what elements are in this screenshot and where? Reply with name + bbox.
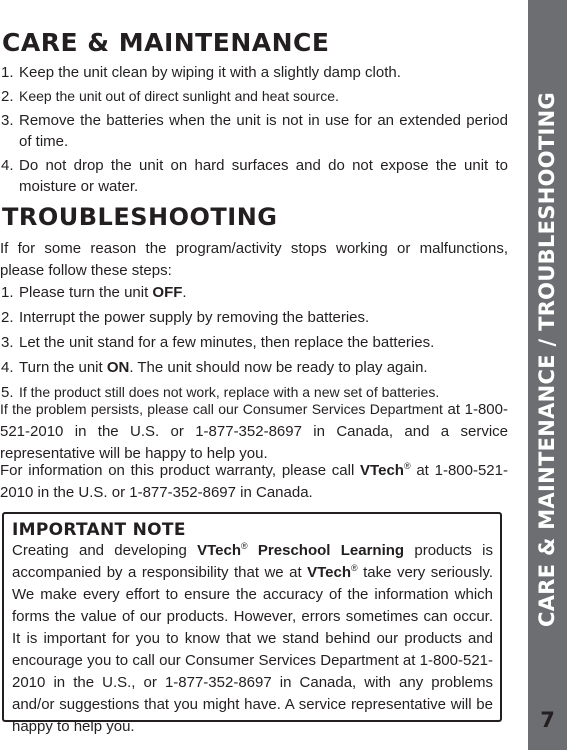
troubleshooting-steps [0, 282, 508, 407]
item-text: Keep the unit clean by wiping it with a slightly damp cloth. [19, 64, 401, 81]
troubleshooting-intro: If for some reason the program/activity stops working or malfunctions, please follow these steps: [0, 240, 508, 279]
item-text: Let the unit stand for a few minutes, then replace the batteries. [19, 334, 435, 351]
care-list [0, 62, 508, 200]
product-line-name: Preschool Learning [247, 542, 405, 559]
item-number: 4. [1, 359, 14, 376]
note-text-3: take very seriously. We make every effort to ensure the accuracy of the information which forms the value of our products. However, errors sometimes can occur. It is important for you to know that we stand behind our products and encourage you to call our Consumer Services Department at 1-800-521-2010 in the U.S., or 1-877-352-8697 in Canada, with any problems and/or suggestions that you might have. A service representative will be happy to help you. [12, 564, 493, 735]
list-item [0, 62, 508, 83]
item-text: Interrupt the power supply by removing the batteries. [19, 309, 370, 326]
item-number: 1. [1, 64, 14, 81]
page-number: 7 [540, 708, 555, 732]
note-text-2: products is accompanied by a responsibility that we at [12, 542, 493, 581]
list-item [0, 332, 508, 353]
item-number: 5. [1, 384, 14, 401]
important-note-text [12, 540, 493, 738]
care-heading: CARE & MAINTENANCE [2, 28, 330, 57]
list-item [0, 357, 508, 378]
item-number: 1. [1, 284, 14, 301]
item-number: 3. [1, 112, 14, 129]
note-text-1: Creating and developing [12, 542, 198, 559]
troubleshooting-heading: TROUBLESHOOTING [2, 203, 278, 231]
item-text: Keep the unit out of direct sunlight and heat source. [19, 88, 339, 104]
brand-name: VTech [307, 564, 352, 581]
step-text: Turn the unit [19, 359, 107, 376]
step-text-end: . [182, 284, 187, 301]
item-number: 4. [1, 157, 14, 174]
list-item [0, 110, 508, 152]
item-number: 3. [1, 334, 14, 351]
registered-mark: ® [241, 541, 248, 551]
persist-text-a: If the problem persists, please call our Consumer Services Department [0, 401, 443, 417]
list-item [0, 155, 508, 197]
warranty-text: For information on this product warranty, please call [0, 462, 361, 479]
step-emphasis: OFF [152, 284, 183, 301]
list-item [0, 86, 508, 107]
registered-mark: ® [351, 563, 358, 573]
item-text: If the product still does not work, replace with a new set of batteries. [19, 384, 440, 400]
brand-name: VTech [360, 462, 404, 479]
item-text: Do not drop the unit on hard surfaces and do not expose the unit to moisture or water. [19, 157, 508, 195]
item-text [19, 357, 508, 378]
important-note-title: IMPORTANT NOTE [12, 520, 186, 540]
step-emphasis: ON [106, 359, 130, 376]
item-text [19, 282, 508, 303]
important-note-box [2, 512, 502, 735]
step-text-end: . The unit should now be ready to play again. [129, 359, 428, 376]
persist-text-b: at 1-800-521-2010 in the U.S. or 1-877-352-8697 in Canada, and a service representative will be happy to help you. [0, 401, 508, 462]
brand-name: VTech [197, 542, 242, 559]
item-number: 2. [1, 309, 14, 326]
persist-paragraph [0, 398, 508, 465]
registered-mark: ® [403, 461, 411, 471]
warranty-text-end: at 1-800-521-2010 in the U.S. or 1-877-352-8697 in Canada. [0, 462, 508, 501]
warranty-paragraph [0, 460, 508, 504]
item-text: Remove the batteries when the unit is not in use for an extended period of time. [19, 112, 508, 150]
list-item [0, 282, 508, 303]
item-number: 2. [1, 88, 14, 105]
sidebar-title-text: CARE & MAINTENANCE / TROUBLESHOOTING [535, 91, 559, 627]
step-text: Please turn the unit [19, 284, 153, 301]
list-item [0, 307, 508, 328]
